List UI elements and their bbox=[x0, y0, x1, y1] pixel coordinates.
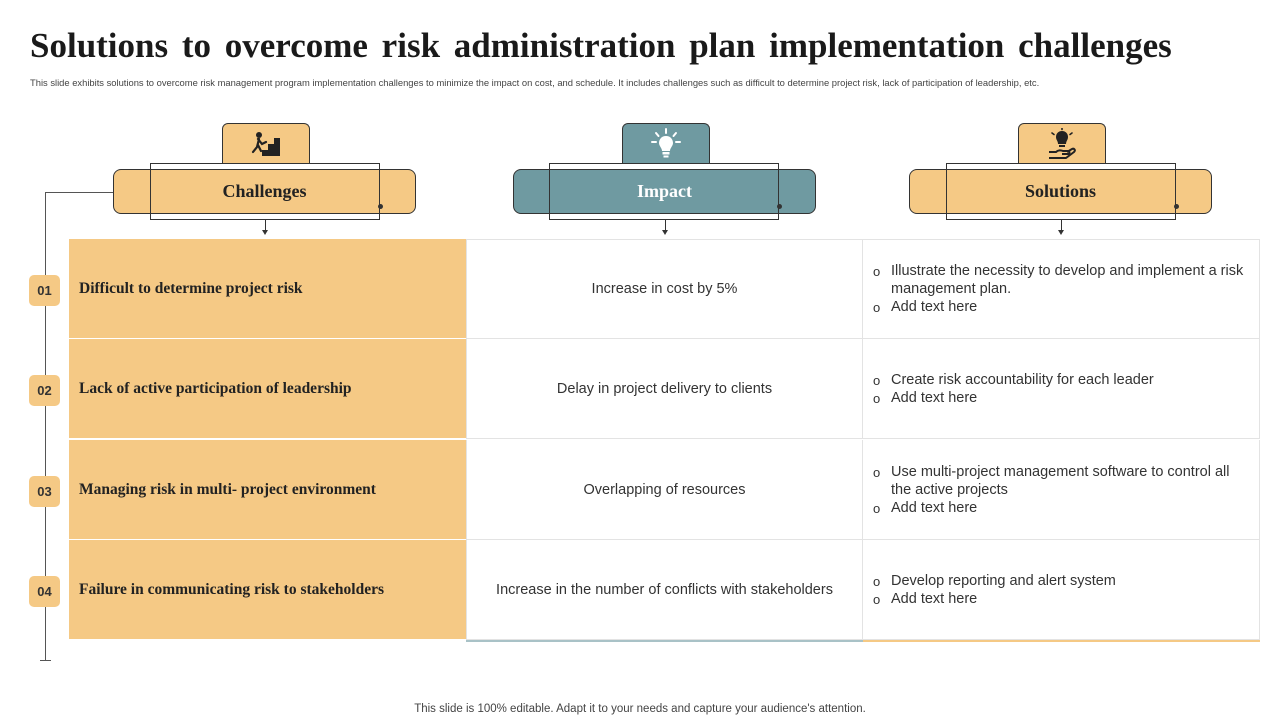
list-item: o Add text here bbox=[873, 389, 1154, 407]
challenges-header bbox=[113, 169, 416, 214]
impact-icon-tab bbox=[622, 123, 710, 164]
impact-cell: Overlapping of resources bbox=[466, 440, 863, 540]
hand-bulb-icon bbox=[1047, 128, 1077, 160]
lightbulb-idea-icon bbox=[649, 128, 683, 160]
challenges-bracket-dot bbox=[378, 204, 383, 209]
impact-bottom-accent bbox=[466, 640, 863, 642]
challenge-cell: Failure in communicating risk to stakeholders bbox=[69, 540, 466, 640]
challenges-arrow-head bbox=[262, 230, 268, 235]
row-number-badge: 02 bbox=[29, 375, 60, 406]
row-number-badge: 01 bbox=[29, 275, 60, 306]
solutions-cell bbox=[863, 239, 1260, 339]
solutions-arrow-line bbox=[1061, 220, 1062, 230]
solutions-arrow-head bbox=[1058, 230, 1064, 235]
impact-cell: Delay in project delivery to clients bbox=[466, 339, 863, 439]
challenge-cell: Lack of active participation of leadership bbox=[69, 339, 466, 439]
table-row bbox=[69, 540, 1261, 640]
list-item: o Develop reporting and alert system bbox=[873, 572, 1116, 590]
solutions-cell bbox=[863, 540, 1260, 640]
solutions-list bbox=[873, 262, 1251, 316]
page-title: Solutions to overcome risk administration plan implementation challenges bbox=[30, 26, 1172, 65]
list-item: o Create risk accountability for each leader bbox=[873, 371, 1154, 389]
impact-bracket-dot bbox=[777, 204, 782, 209]
challenges-icon-tab bbox=[222, 123, 310, 164]
solutions-cell bbox=[863, 440, 1260, 540]
solutions-bracket-dot bbox=[1174, 204, 1179, 209]
challenges-header-label: Challenges bbox=[222, 181, 307, 201]
challenges-arrow-line bbox=[265, 220, 266, 230]
list-item: o Use multi-project management software to control all the active projects bbox=[873, 463, 1251, 499]
impact-arrow-head bbox=[662, 230, 668, 235]
list-item: o Add text here bbox=[873, 590, 1116, 608]
solutions-bottom-accent bbox=[863, 640, 1260, 642]
timeline-spine-end bbox=[40, 660, 51, 661]
table-row bbox=[69, 239, 1261, 339]
challenges-table bbox=[69, 239, 1261, 641]
solutions-icon-tab bbox=[1018, 123, 1106, 164]
solutions-list bbox=[873, 371, 1154, 407]
impact-arrow-line bbox=[665, 220, 666, 230]
stairs-climb-icon bbox=[250, 130, 282, 158]
impact-cell: Increase in cost by 5% bbox=[466, 239, 863, 339]
solutions-header-label: Solutions bbox=[1024, 181, 1097, 201]
solutions-list bbox=[873, 463, 1251, 517]
table-row bbox=[69, 440, 1261, 540]
impact-header-label: Impact bbox=[637, 181, 692, 201]
page-subtitle: This slide exhibits solutions to overcome risk management program implementation challenges to minimize the impact on cost, and schedule. It includes challenges such as difficult to determine project risk, lack of participation of leadership, etc. bbox=[30, 77, 1040, 88]
solutions-header bbox=[909, 169, 1212, 214]
list-item: o Add text here bbox=[873, 298, 1251, 316]
table-row bbox=[69, 339, 1261, 439]
timeline-spine-connector bbox=[45, 192, 113, 193]
row-number-badge: 04 bbox=[29, 576, 60, 607]
solutions-cell bbox=[863, 339, 1260, 439]
challenge-cell: Managing risk in multi- project environment bbox=[69, 440, 466, 540]
impact-cell: Increase in the number of conflicts with stakeholders bbox=[466, 540, 863, 640]
footer-note: This slide is 100% editable. Adapt it to your needs and capture your audience's attention. bbox=[414, 703, 866, 715]
impact-header bbox=[513, 169, 816, 214]
list-item: o Add text here bbox=[873, 499, 1251, 517]
challenge-cell: Difficult to determine project risk bbox=[69, 239, 466, 339]
solutions-list bbox=[873, 572, 1116, 608]
row-number-badge: 03 bbox=[29, 476, 60, 507]
list-item: o Illustrate the necessity to develop and implement a risk management plan. bbox=[873, 262, 1251, 298]
